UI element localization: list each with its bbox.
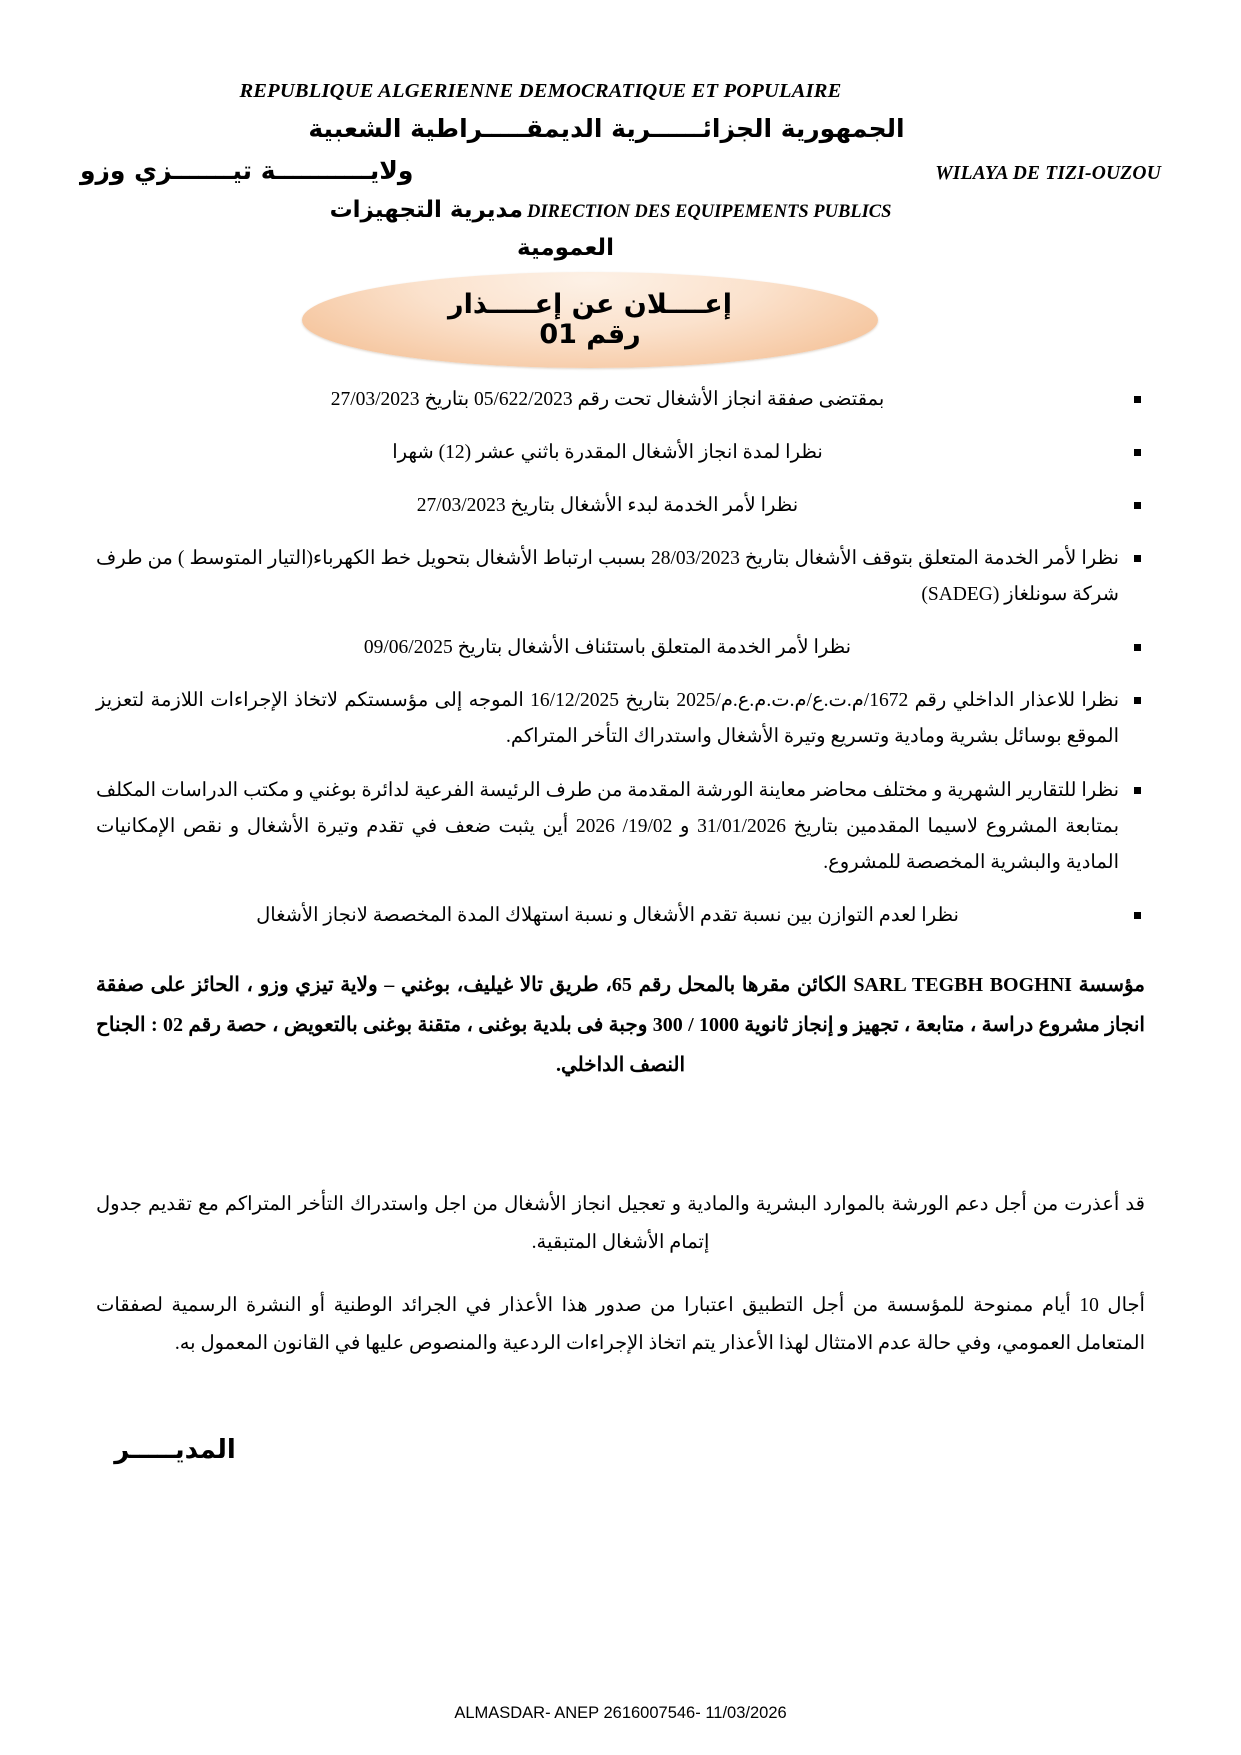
header-row-republic-ar (66, 114, 1161, 148)
list-item: نظرا للاعذار الداخلي رقم 1672/م.ت.ع/م.ت.م.ع.م/2025 بتاريخ 16/12/2025 الموجه إلى مؤسستكم لاتخاذ الإجراءات اللازمة لتعزيز الموقع بوسائل بشرية ومادية وتسريع وتيرة الأشغال واستدراك التأخر المتراكم. (96, 683, 1149, 755)
document-header (80, 80, 1161, 269)
notice-paragraph-2: أجال 10 أيام ممنوحة للمؤسسة من أجل التطبيق اعتبارا من صدور هذا الأعذار في الجرائد الوطنية أو النشرة الرسمية لصفقات المتعامل العمومي، وفي حالة عدم الامتثال لهذا الأعذار يتم اتخاذ الإجراءات الردعية والمنصوص عليها في القانون المعمول به. (96, 1295, 1145, 1355)
header-row-direction-ar2 (25, 235, 1161, 269)
considerations-list (96, 382, 1149, 951)
list-item: نظرا لعدم التوازن بين نسبة تقدم الأشغال و نسبة استهلاك المدة المخصصة لانجاز الأشغال (96, 898, 1149, 934)
wilaya-label-fr: WILAYA DE TIZI-OUZOU (935, 163, 1161, 184)
direction-line (330, 197, 892, 223)
announcement-title: إعــــلان عن إعـــــذار (448, 288, 732, 320)
list-item: نظرا لأمر الخدمة المتعلق بتوقف الأشغال بتاريخ 28/03/2023 بسبب ارتباط الأشغال بتحويل خط الكهرباء(التيار المتوسط ) من طرف شركة سونلغاز (SADEG) (96, 541, 1149, 613)
announcement-number: رقم 01 (539, 319, 641, 350)
company-paragraph (96, 965, 1145, 1085)
list-item: نظرا للتقارير الشهرية و مختلف محاضر معاينة الورشة المقدمة من طرف الرئيسة الفرعية لدائرة بوغني و مكتب الدراسات المكلف بمتابعة المشروع لاسيما المقدمين بتاريخ 31/01/2026 و 19/02/ 2026 أين يثبت ضعف في تقدم وتيرة الأشغال و نقص الإمكانيات المادية والبشرية المخصصة للمشروع. (96, 773, 1149, 881)
company-paragraph-prefix: مؤسسة (1078, 974, 1146, 996)
ellipse-text-block (302, 272, 878, 368)
direction-label-ar: مديرية التجهيزات (329, 197, 523, 223)
header-row-direction (70, 197, 1161, 231)
company-name: SARL TEGBH BOGHNI (853, 974, 1072, 996)
header-row-wilaya (80, 156, 1161, 190)
company-paragraph-body: الكائن مقرها بالمحل رقم 65، طريق تالا غيليف، بوغني – ولاية تيزي وزو ، الحائز على صفقة انجاز مشروع دراسة ، متابعة ، تجهيز و إنجاز ثانوية 1000 / 300 وجبة فى بلدية بوغنى ، متقنة بوغنى بالتعويض ، حصة رقم 02 : الجناح النصف الداخلي. (96, 974, 1145, 1076)
signature-block: المديـــــر (114, 1435, 236, 1465)
document-footer: ALMASDAR- ANEP 2616007546- 11/03/2026 (454, 1704, 787, 1722)
list-item: نظرا لأمر الخدمة المتعلق باستئناف الأشغال بتاريخ 09/06/2025 (96, 630, 1149, 666)
list-item: بمقتضى صفقة انجاز الأشغال تحت رقم 05/622/2023 بتاريخ 27/03/2023 (96, 382, 1149, 418)
direction-label-fr: DIRECTION DES EQUIPEMENTS PUBLICS (527, 202, 892, 222)
direction-label-ar-second: العمومية (517, 235, 614, 261)
wilaya-label-ar: ولايـــــــــــة تيـــــــزي وزو (80, 156, 414, 185)
header-row-republic-fr (0, 80, 1161, 114)
list-item: نظرا لمدة انجاز الأشغال المقدرة باثني عشر (12) شهرا (96, 435, 1149, 471)
list-item: نظرا لأمر الخدمة لبدء الأشغال بتاريخ 27/03/2023 (96, 488, 1149, 524)
title-ellipse (302, 272, 878, 368)
republic-title-ar: الجمهورية الجزائــــــرية الديمقـــــراطية الشعبية (308, 114, 905, 143)
republic-title-fr: REPUBLIQUE ALGERIENNE DEMOCRATIQUE ET POPULAIRE (239, 80, 842, 102)
notice-paragraph-1: قد أعذرت من أجل دعم الورشة بالموارد البشرية والمادية و تعجيل انجاز الأشغال من اجل واستدراك التأخر المتراكم مع تقديم جدول إتمام الأشغال المتبقية. (96, 1194, 1145, 1254)
